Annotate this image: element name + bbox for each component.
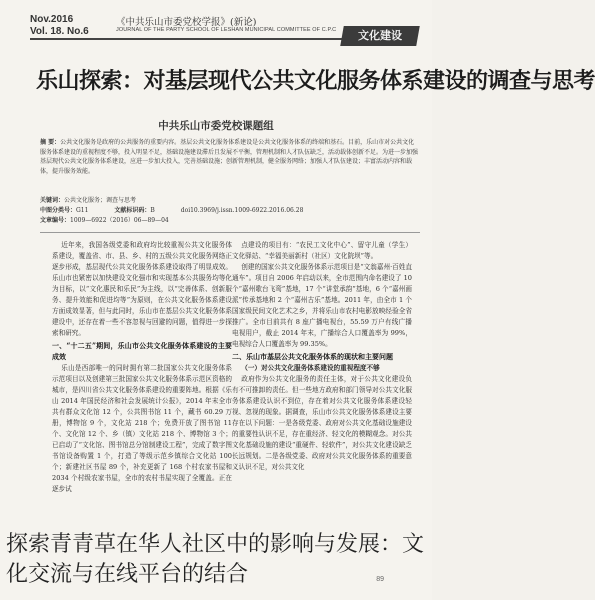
subsection-heading: （一）对公共文化服务体系建设的重视程度不够 — [241, 364, 380, 372]
header-rule — [30, 38, 344, 40]
article-no-label: 文章编号： — [40, 217, 71, 224]
journal-title-cn: 《中共乐山市委党校学报》(新论) — [116, 17, 257, 28]
page-number: 89 — [376, 576, 384, 583]
paragraph: 乐山是西部唯一的同时拥有第二批国家公共文化服务体系示范项目以及创建第三批国家公共文化服务体系示范区资格的城市，是四川省公共文化服务体系建设的重要阵地。根据《乐山 2014 年国民经济和社会发展统计公报》，2014 年末全市共有群众文化馆 12 个，公共图书馆 11 个，藏书 60.29 万册，博物馆 9 个，文化站 218 个；免费开放了图书馆 11 个、文化馆 12 个、乡（镇）文化站 218 个、博物馆 3 个；已启动了“文化馆、图书馆总分馆制建设工程”，完成了数字图书馆设备购置 1 个，打造了等级示范乡镇综合文化站 100 个；新建社区书屋 89 个，补充更新了 168 个村农家书屋和 2034 个村级农家书屋，全市的农村书屋实现了全覆盖。正在逐步试 — [52, 364, 232, 493]
journal-title-en: JOURNAL OF THE PARTY SCHOOL OF LESHAN MUNICIPAL COMMITTEE OF C.P.C — [116, 27, 337, 33]
issue-info — [30, 14, 89, 38]
paragraph: 点建设的项目有：“农民工文化中心”、留守儿童（学生）文化驿站、“幸福美丽新村（社区）文化院坝”等。 — [232, 241, 412, 260]
article-no: 1009—6922（2016）06—89—04 — [70, 217, 169, 224]
volume-number: Vol. 18. No.6 — [30, 26, 89, 37]
abstract — [40, 138, 420, 176]
abstract-label: 摘 要： — [40, 139, 61, 146]
keywords-label: 关键词： — [40, 197, 65, 204]
paragraph: 近年来，我国各级党委和政府均比较重视公共文化服务体系建设，覆盖省、市、县、乡、村的五级公共文化服务网络正逐步形成，基层现代公共文化服务体系建设取得了明显成效。乐山市也紧密以加快建设文化强市和实现基本公共服务均等化为目标，以“文化惠民和乐民”为主线，以“完善体系、创新服务、提升效能和促进均等”为原则，在公共文化服务体系建设方面成效显著，但与此同时，乐山市在基层公共文化服务体系建设中，还存在着一些不容忽视与回避的问题，值得进一步探索和研究。 — [52, 241, 232, 337]
classification-row — [40, 206, 420, 216]
article-author: 中共乐山市委党校课题组 — [158, 120, 274, 132]
journal-header — [24, 8, 424, 52]
keywords: 公共文化服务；调查与思考 — [64, 197, 137, 204]
doi: doi10.3969/j.issn.1009-6922.2016.06.28 — [180, 207, 304, 214]
article-meta — [40, 196, 420, 226]
article-no-row — [40, 216, 420, 226]
right-column — [232, 240, 412, 473]
issue-date: Nov.2016 — [30, 14, 74, 25]
section-heading: 一、“十二五”期间，乐山市公共文化服务体系建设的主要成效 — [52, 341, 232, 361]
left-column — [52, 240, 232, 495]
section-tag-label: 文化建设 — [358, 29, 402, 42]
doc-code-label: 文献标识码： — [114, 207, 151, 214]
article-title: 乐山探索：对基层现代公共文化服务体系建设的调查与思考 — [36, 68, 595, 94]
keywords-row — [40, 196, 420, 206]
doc-code: B — [150, 207, 155, 214]
paragraph: 创建的国家公共文化服务体系示范项目是“文翁嘉州·百姓直通车”。项目自 2006 年启动以来，全市范围内命名建设了 10 个“嘉州歌台飞鸾”基地，17 个“讲堂承韵”基地，6 个“嘉州画派”传承基地和 2 个“嘉州古乐”基地。2011 年，由全市 1 个国家级民间文化艺术之乡，并将乐山市农村电影放映经验全省推广。全市目前共有 8 座广播电视台，55.59 万户有线广播电视用户，截止 2014 年末，广播综合人口覆盖率为 99%，电视综合人口覆盖率为 99.35%。 — [232, 263, 412, 348]
abstract-text: 公共文化服务是政府的公共服务的重要内容。基层公共文化服务体系建设是公共文化服务体系的终端和基石。目前，乐山市对公共文化服务体系建设的重视程度不够，投入明显不足，基础设施建设滞后且发展不平衡，管理机制和人才队伍缺乏，活动载体创新不足。为进一步加强基层现代公共文化服务体系建设，应进一步加大投入，完善基础设施；创新管理机制，健全服务网络；加强人才队伍建设；丰富活动内容和载体，提升服务效能。 — [40, 139, 419, 175]
paragraph: 政府作为公共文化服务的责任主体，对于公共文化建设负有不可推卸的责任。但一些地方政府和部门领导对公共文化服务体系建设认识不到位，存在着对公共文化服务体系建设轻视、忽视的现象。据调查，乐山市公共文化服务体系建设主要存在以下问题：一是各级党委、政府对公共文化基础设施建设的重要性认识不足，存在重经济、轻文化的模糊观念。对公共文化基础设施的建设“重硬件、轻软件”，对公共文化建设缺乏长远规划。二是各级党委、政府对公共文化服务体系的重要意义认识不足，对公共文化 — [232, 375, 412, 471]
class-no-label: 中图分类号： — [40, 207, 77, 214]
meta-separator — [40, 232, 420, 233]
class-no: G11 — [76, 207, 89, 214]
section-heading: 二、乐山市基层公共文化服务体系的现状和主要问题 — [232, 352, 393, 361]
caption-overlay: 探索青青草在华人社区中的影响与发展：文化交流与在线平台的结合 — [6, 532, 425, 587]
section-tag — [340, 26, 420, 46]
